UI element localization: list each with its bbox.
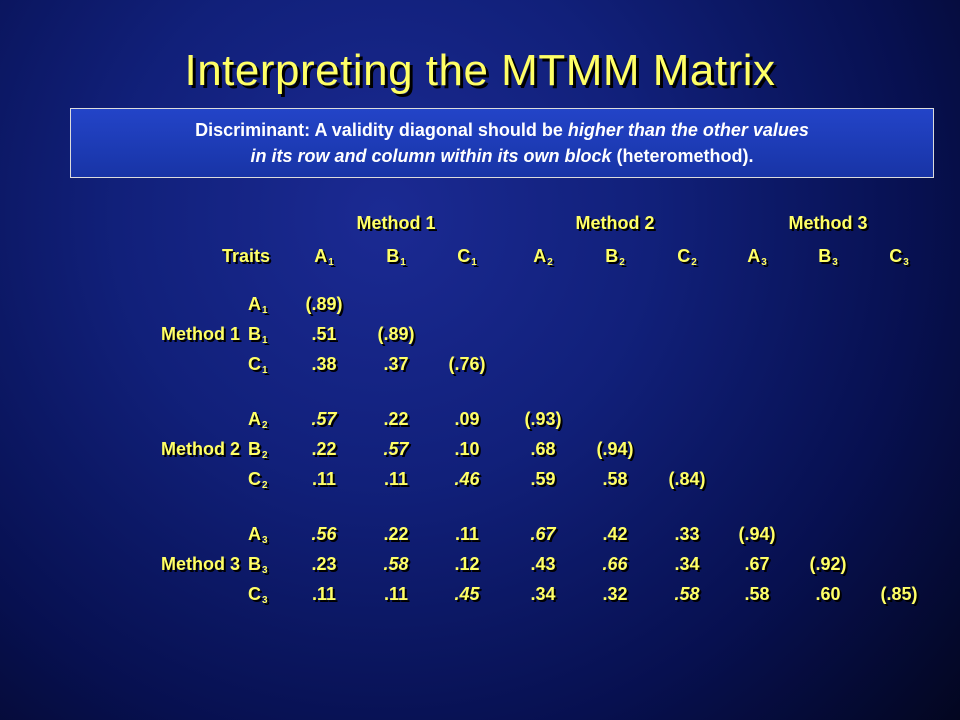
row-trait-label: [248, 354, 284, 381]
callout-line-1: [71, 117, 933, 143]
validity-value: .57: [383, 439, 409, 459]
trait-subscript: 2: [547, 257, 553, 268]
method-group-header: Method 3: [788, 213, 868, 233]
correlation-value: .11: [454, 524, 480, 544]
callout-line-2: [71, 143, 933, 169]
column-header: [434, 246, 500, 273]
trait-letter: B: [605, 246, 619, 266]
trait-letter: B: [386, 246, 400, 266]
correlation-value: .12: [454, 554, 480, 574]
correlation-value: .58: [602, 469, 628, 489]
callout-text: (heteromethod).: [611, 146, 754, 166]
trait-subscript: 1: [262, 365, 268, 376]
trait-subscript: 3: [832, 257, 838, 268]
trait-letter: A: [747, 246, 761, 266]
method-row-label: Method 2: [161, 439, 240, 459]
trait-letter: B: [818, 246, 832, 266]
correlation-value: .10: [454, 439, 480, 459]
trait-subscript: 1: [328, 257, 334, 268]
correlation-value: .34: [674, 554, 700, 574]
trait-letter: C: [889, 246, 903, 266]
trait-letter: A: [248, 524, 261, 544]
discriminant-callout: [70, 108, 934, 178]
correlation-value: .32: [602, 584, 628, 604]
validity-value: .67: [530, 524, 556, 544]
column-header: [363, 246, 429, 273]
correlation-value: (.94): [738, 524, 776, 544]
correlation-value: .34: [530, 584, 556, 604]
method-row-label: Method 3: [161, 554, 240, 574]
trait-letter: C: [248, 354, 261, 374]
correlation-value: .22: [383, 524, 409, 544]
row-trait-label: [248, 469, 284, 496]
correlation-value: .42: [602, 524, 628, 544]
row-trait-label: [248, 324, 284, 351]
trait-letter: B: [248, 554, 261, 574]
validity-value: .66: [602, 554, 628, 574]
correlation-value: .09: [454, 409, 480, 429]
correlation-value: .67: [744, 554, 770, 574]
trait-letter: C: [248, 469, 261, 489]
column-header: [724, 246, 790, 273]
trait-subscript: 2: [262, 420, 268, 431]
validity-value: .58: [674, 584, 700, 604]
trait-letter: C: [677, 246, 691, 266]
trait-letter: A: [533, 246, 547, 266]
correlation-value: (.89): [305, 294, 343, 314]
column-header: [866, 246, 932, 273]
validity-value: .57: [311, 409, 337, 429]
trait-letter: C: [457, 246, 471, 266]
column-header: [654, 246, 720, 273]
trait-subscript: 1: [400, 257, 406, 268]
trait-subscript: 3: [262, 565, 268, 576]
trait-subscript: 3: [903, 257, 909, 268]
correlation-value: .59: [530, 469, 556, 489]
row-trait-label: [248, 409, 284, 436]
trait-subscript: 2: [691, 257, 697, 268]
correlation-value: (.76): [448, 354, 486, 374]
callout-emphasis: in its row and column within its own block: [250, 146, 612, 166]
trait-subscript: 3: [262, 595, 268, 606]
method-group-header: Method 2: [575, 213, 655, 233]
column-header: [510, 246, 576, 273]
traits-label: Traits: [222, 246, 271, 266]
trait-subscript: 1: [262, 335, 268, 346]
trait-letter: A: [314, 246, 328, 266]
column-header: [291, 246, 357, 273]
trait-letter: B: [248, 324, 261, 344]
column-header: [795, 246, 861, 273]
correlation-value: (.93): [524, 409, 562, 429]
trait-subscript: 2: [619, 257, 625, 268]
callout-text: Discriminant: A validity diagonal should be: [195, 120, 568, 140]
trait-letter: B: [248, 439, 261, 459]
trait-subscript: 1: [262, 305, 268, 316]
trait-letter: C: [248, 584, 261, 604]
correlation-value: (.84): [668, 469, 706, 489]
correlation-value: .68: [530, 439, 556, 459]
correlation-value: (.85): [880, 584, 918, 604]
trait-subscript: 2: [262, 480, 268, 491]
row-trait-label: [248, 294, 284, 321]
row-trait-label: [248, 439, 284, 466]
method-row-label: Method 1: [161, 324, 240, 344]
correlation-value: .11: [383, 584, 409, 604]
correlation-value: .22: [383, 409, 409, 429]
validity-value: .45: [454, 584, 480, 604]
callout-emphasis: higher than the other values: [567, 120, 809, 140]
column-header: [582, 246, 648, 273]
correlation-value: .11: [311, 584, 337, 604]
trait-subscript: 3: [262, 535, 268, 546]
validity-value: .46: [454, 469, 480, 489]
correlation-value: .11: [383, 469, 409, 489]
method-group-header: Method 1: [356, 213, 436, 233]
trait-subscript: 2: [262, 450, 268, 461]
correlation-value: .51: [311, 324, 337, 344]
correlation-value: .23: [311, 554, 337, 574]
trait-subscript: 3: [761, 257, 767, 268]
correlation-value: .38: [311, 354, 337, 374]
row-trait-label: [248, 524, 284, 551]
correlation-value: .60: [815, 584, 841, 604]
correlation-value: .33: [674, 524, 700, 544]
correlation-value: (.94): [596, 439, 634, 459]
correlation-value: .43: [530, 554, 556, 574]
trait-subscript: 1: [471, 257, 477, 268]
correlation-value: .22: [311, 439, 337, 459]
trait-letter: A: [248, 409, 261, 429]
trait-letter: A: [248, 294, 261, 314]
slide-title: Interpreting the MTMM Matrix: [184, 46, 776, 95]
correlation-value: .37: [383, 354, 409, 374]
row-trait-label: [248, 584, 284, 611]
validity-value: .56: [311, 524, 337, 544]
row-trait-label: [248, 554, 284, 581]
correlation-value: .58: [744, 584, 770, 604]
correlation-value: .11: [311, 469, 337, 489]
correlation-value: (.89): [377, 324, 415, 344]
correlation-value: (.92): [809, 554, 847, 574]
validity-value: .58: [383, 554, 409, 574]
